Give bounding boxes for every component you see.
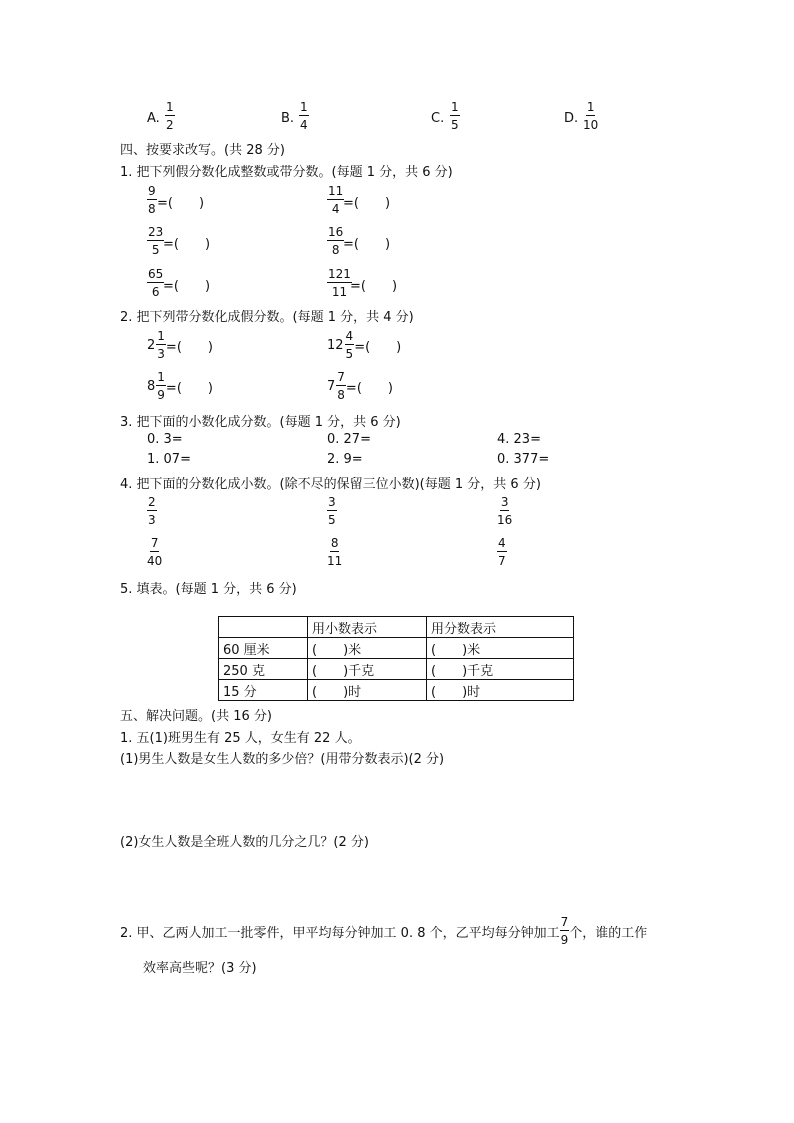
table-row (219, 680, 574, 701)
q3-item: 0. 377= (497, 452, 550, 467)
q2-title: 2. 把下列带分数化成假分数。(每题 1 分，共 4 分) (120, 310, 414, 325)
q1-item-fraction: $\frac{11}{4}$ (328, 184, 344, 216)
option-c-fraction: $\frac{1}{5}$ (451, 100, 459, 132)
q3-item: 0. 27= (327, 432, 371, 447)
q3-item: 2. 9= (327, 452, 363, 467)
option-c-label: C. (431, 111, 445, 126)
table-cell: 60 厘米 (219, 638, 308, 659)
q2-item-mixed-number: 2 $\frac{1}{3}$ =( ) (147, 329, 213, 361)
problem-2-text-after: 个，谁的工作 (569, 925, 648, 941)
q2-item-mixed-number: 12 $\frac{4}{5}$ =( ) (327, 329, 402, 361)
table-header-cell: 用分数表示 (427, 617, 574, 638)
table-cell: ( )千克 (427, 659, 574, 680)
q1-item-fraction: $\frac{9}{8}$ (148, 184, 156, 216)
q2-item-mixed-number: 8 $\frac{1}{9}$ =( ) (147, 370, 213, 402)
q4-item-fraction: $\frac{7}{40}$ (147, 536, 163, 568)
q4-item-fraction: $\frac{3}{16}$ (497, 495, 513, 527)
table-cell: ( )时 (427, 680, 574, 701)
section-5-title: 五、解决问题。(共 16 分) (120, 709, 272, 724)
q3-item: 4. 23= (497, 432, 541, 447)
table-cell: 15 分 (219, 680, 308, 701)
problem-2-line-2: 效率高些呢？(3 分) (143, 961, 257, 976)
q1-item-answer: =( ) (343, 237, 391, 252)
q4-item-fraction: $\frac{3}{5}$ (328, 495, 336, 527)
problem-2-fraction: $\frac{7}{9}$ (560, 915, 569, 947)
conversion-table (218, 616, 574, 701)
table-row (219, 638, 574, 659)
problem-2-line-1 (120, 916, 647, 946)
problem-1-sub-2: (2)女生人数是全班人数的几分之几？(2 分) (120, 835, 369, 850)
option-a-fraction: $\frac{1}{2}$ (166, 100, 174, 132)
q4-title: 4. 把下面的分数化成小数。(除不尽的保留三位小数)(每题 1 分，共 6 分) (120, 477, 541, 492)
q1-item-fraction: $\frac{23}{5}$ (148, 225, 164, 257)
table-row (219, 659, 574, 680)
table-cell: ( )米 (308, 638, 427, 659)
q1-item-fraction: $\frac{121}{11}$ (328, 267, 351, 299)
q1-item-answer: =( ) (350, 279, 398, 294)
q3-item: 1. 07= (147, 452, 191, 467)
option-b-label: B. (281, 111, 295, 126)
option-a-label: A. (147, 111, 160, 126)
q1-item-fraction: $\frac{16}{8}$ (328, 225, 344, 257)
problem-1-sub-1: (1)男生人数是女生人数的多少倍？(用带分数表示)(2 分) (120, 752, 445, 767)
table-cell: ( )米 (427, 638, 574, 659)
table-header-cell: 用小数表示 (308, 617, 427, 638)
problem-1-stem: 1. 五(1)班男生有 25 人，女生有 22 人。 (120, 731, 361, 746)
table-header-cell (219, 617, 308, 638)
q3-item: 0. 3= (147, 432, 183, 447)
table-cell: 250 克 (219, 659, 308, 680)
q4-item-fraction: $\frac{2}{3}$ (148, 495, 156, 527)
table-cell: ( )千克 (308, 659, 427, 680)
q1-item-answer: =( ) (163, 237, 211, 252)
q1-item-answer: =( ) (343, 196, 391, 211)
section-4-title: 四、按要求改写。(共 28 分) (120, 143, 285, 158)
q1-item-fraction: $\frac{65}{6}$ (148, 267, 164, 299)
q3-title: 3. 把下面的小数化成分数。(每题 1 分，共 6 分) (120, 415, 401, 430)
table-cell: ( )时 (308, 680, 427, 701)
q2-item-mixed-number: 7 $\frac{7}{8}$ =( ) (327, 370, 393, 402)
q1-item-answer: =( ) (157, 196, 205, 211)
option-d-label: D. (564, 111, 579, 126)
q5-title: 5. 填表。(每题 1 分，共 6 分) (120, 582, 297, 597)
option-d-fraction: $\frac{1}{10}$ (583, 100, 599, 132)
problem-2-text-before: 2. 甲、乙两人加工一批零件，甲平均每分钟加工 0. 8 个，乙平均每分钟加工 (120, 925, 560, 941)
q1-item-answer: =( ) (163, 279, 211, 294)
table-header-row (219, 617, 574, 638)
q4-item-fraction: $\frac{4}{7}$ (498, 536, 506, 568)
q1-title: 1. 把下列假分数化成整数或带分数。(每题 1 分，共 6 分) (120, 165, 453, 180)
q4-item-fraction: $\frac{8}{11}$ (327, 536, 343, 568)
option-b-fraction: $\frac{1}{4}$ (300, 100, 308, 132)
